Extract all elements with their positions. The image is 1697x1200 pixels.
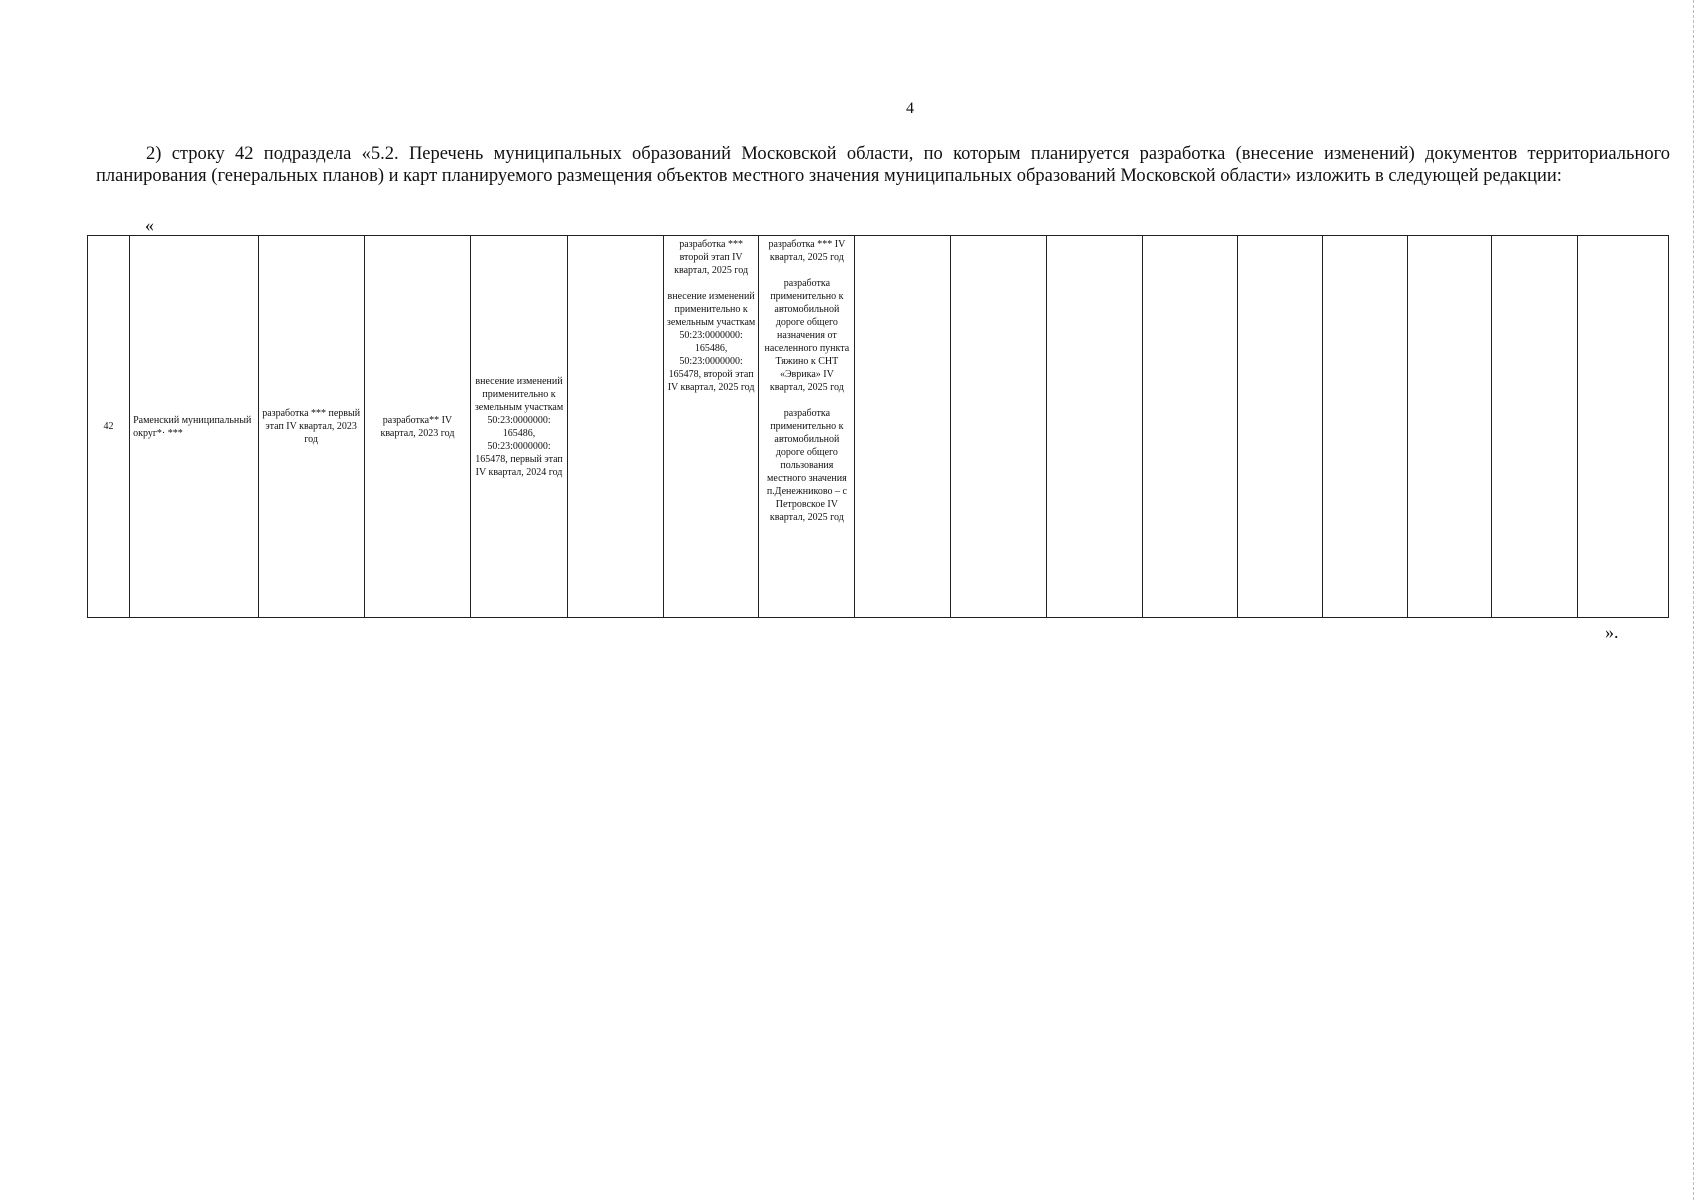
table-row	[88, 236, 1669, 618]
cell-col-8	[759, 236, 855, 618]
cell-col-4: разработка** IV квартал, 2023 год	[364, 236, 470, 618]
cell-col-8-road-general: разработка применительно к автомобильной дороге общего назначения от населенного пункта Тяжино к СНТ «Эврика» IV квартал, 2025 год	[764, 278, 850, 393]
cell-col-7-development: разработка *** второй этап IV квартал, 2025 год	[674, 239, 749, 276]
cell-col-3: разработка *** первый этап IV квартал, 2023 год	[258, 236, 364, 618]
cell-col-5: внесение изменений применительно к земельным участкам 50:23:0000000: 165486, 50:23:0000000: 165478, первый этап IV квартал, 2024 год	[471, 236, 568, 618]
cell-col-7-changes: внесение изменений применительно к земельным участкам 50:23:0000000: 165486, 50:23:0000000: 165478, второй этап IV квартал, 2025 год	[666, 291, 756, 393]
closing-quote: ».	[1605, 622, 1619, 642]
cell-col-13	[1238, 236, 1322, 618]
cell-col-17	[1578, 236, 1669, 618]
row-number-cell: 42	[88, 236, 130, 618]
cell-col-10	[951, 236, 1047, 618]
scan-edge-line	[1692, 0, 1694, 1200]
municipality-table	[87, 235, 1669, 618]
cell-col-15	[1407, 236, 1491, 618]
cell-col-11	[1046, 236, 1142, 618]
cell-col-9	[855, 236, 951, 618]
cell-col-8-development: разработка *** IV квартал, 2025 год	[768, 239, 846, 263]
cell-col-8-road-local: разработка применительно к автомобильной дороге общего пользования местного значения п.Денежниково – с Петровское IV квартал, 2025 год	[766, 408, 847, 523]
cell-col-6	[567, 236, 663, 618]
opening-quote: «	[145, 215, 154, 235]
intro-paragraph	[96, 143, 1670, 187]
municipality-name-cell: Раменский муниципальный округ*· ***	[130, 236, 258, 618]
page-number: 4	[906, 100, 914, 117]
intro-text: 2) строку 42 подраздела «5.2. Перечень муниципальных образований Московской области, по которым планируется разработка (внесение изменений) документов территориального планирования (генеральных планов) и карт планируемого размещения объектов местного значения муниципальных образований Московской области» изложить в следующей редакции:	[96, 144, 1670, 186]
cell-col-14	[1322, 236, 1407, 618]
cell-col-12	[1142, 236, 1238, 618]
cell-col-7	[663, 236, 759, 618]
cell-col-16	[1492, 236, 1578, 618]
